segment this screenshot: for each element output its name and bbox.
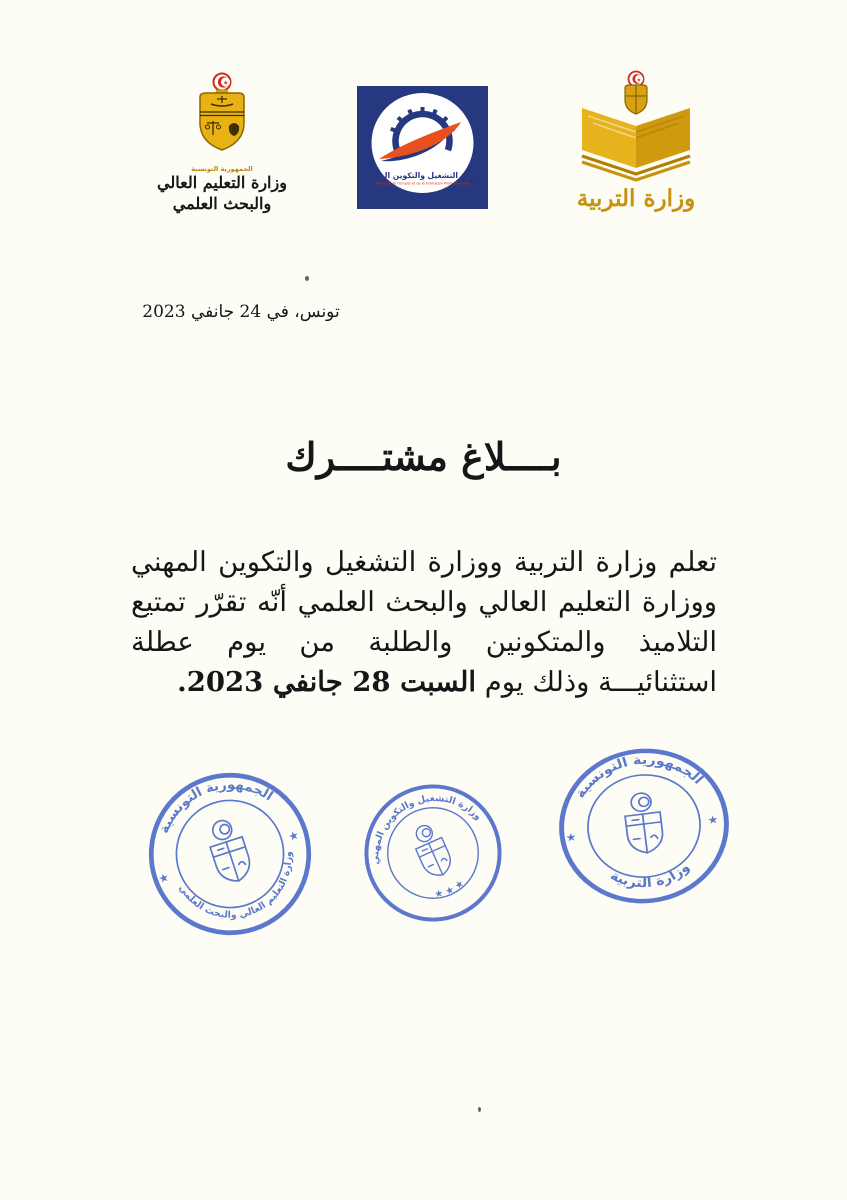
stamp-education xyxy=(547,736,741,916)
stamp-employment xyxy=(339,759,526,946)
logo-ministry-employment-training xyxy=(357,86,488,209)
stamp-edu-star-left: ★ xyxy=(564,829,578,845)
stamp-emp-emblem xyxy=(408,820,456,880)
emp-name-french: Ministère de l'Emploi et de la Formation Professionnelle xyxy=(375,181,470,186)
svg-text:★: ★ xyxy=(636,78,642,84)
round-ink-stamp-icon xyxy=(339,759,526,946)
edu-name-label: وزارة التربية xyxy=(576,185,696,212)
round-ink-stamp-icon xyxy=(124,748,336,960)
logo-ministry-education xyxy=(564,70,708,212)
stamp-emp-top-text: وزارة التشغيل والتكوين المهني xyxy=(370,792,484,865)
stamp-higher-education xyxy=(124,748,336,960)
he-name-line1: وزارة التعليم العالي xyxy=(157,173,287,192)
he-name-line2: والبحث العلمي xyxy=(172,193,272,213)
scan-speck xyxy=(305,276,309,281)
svg-text:★ ★ ★ xyxy=(431,877,468,903)
stamp-he-emblem xyxy=(203,816,254,886)
employment-gear-swoosh-icon xyxy=(357,86,488,209)
round-ink-stamp-icon xyxy=(547,736,741,916)
he-republic-label: الجمهورية التونسية xyxy=(191,165,253,173)
emp-name-arabic: وزارة التشغيل والتكوين المهني xyxy=(363,171,482,180)
scan-speck xyxy=(478,1107,481,1112)
stamp-he-star-left: ★ xyxy=(156,869,171,887)
stamp-edu-emblem xyxy=(623,791,665,855)
stamp-he-top-text: الجمهورية التونسية xyxy=(156,777,276,836)
stamp-he-star-right: ★ xyxy=(286,827,301,845)
stamp-he-bottom-text: وزارة التعليم العالي والبحث العلمي xyxy=(176,850,295,921)
stamp-edu-star-right: ★ xyxy=(706,812,720,828)
communique-title: بــــلاغ مشتــــرك xyxy=(285,434,562,479)
body-holiday-date: السبت 28 جانفي 2023 xyxy=(186,666,476,698)
date-line: تونس، في 24 جانفي 2023 xyxy=(142,302,340,322)
body-period: . xyxy=(177,666,187,698)
body-text-regular: تعلم وزارة التربية ووزارة التشغيل والتكوين المهني ووزارة التعليم العالي والبحث العلمي أنّه تقرّر تمتيع التلاميذ والمتكونين والطلبة من يوم عطلة استثنائيـــة وذلك يوم xyxy=(131,546,717,698)
logo-ministry-higher-education xyxy=(146,72,298,215)
stamp-edu-top-text: الجمهورية التونسية xyxy=(571,752,707,801)
svg-text:★: ★ xyxy=(223,80,229,87)
tunisia-coat-of-arms-icon xyxy=(187,72,257,164)
communique-body xyxy=(131,542,717,702)
stamp-emp-bottom-stars: ★ ★ ★ xyxy=(433,878,467,901)
golden-open-book-icon xyxy=(566,70,706,184)
stamp-edu-bottom-text: وزارة التربية xyxy=(607,859,694,891)
